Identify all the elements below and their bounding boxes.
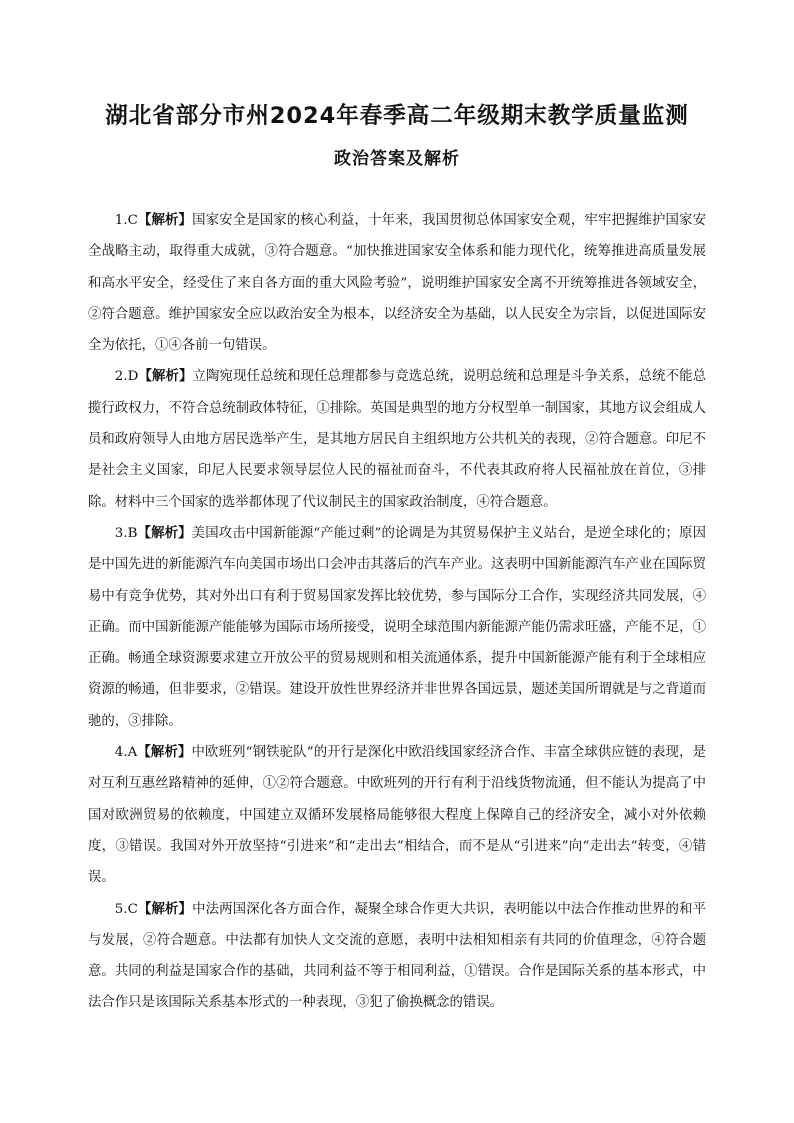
answer-item-3 [88, 518, 706, 737]
analysis-tag: 【解析】 [137, 213, 193, 228]
answer-number: 5.C [114, 901, 138, 917]
answer-number: 3.B [114, 525, 138, 541]
analysis-tag: 【解析】 [137, 745, 192, 761]
answer-item-4 [88, 737, 706, 893]
answer-text: 国家安全是国家的核心利益，十年来，我国贯彻总体国家安全观，牢牢把握维护国家安全战略主动，取得重大成就，③符合题意。“加快推进国家安全体系和能力现代化，统筹推进高质量发展和高水平安全，经受住了来自各方面的重大风险考验”，说明维护国家安全离不开统筹推进各领域安全，②符合题意。维护国家安全应以政治安全为根本，以经济安全为基础，以人民安全为宗旨，以促进国际安全为依托，①④各前一句错误。 [88, 213, 706, 354]
answer-text: 立陶宛现任总统和现任总理都参与竞选总统，说明总统和总理是斗争关系，总统不能总揽行政权力，不符合总统制政体特征，①排除。英国是典型的地方分权型单一制国家，其地方议会组成人员和政府领导人由地方居民选举产生，是其地方居民自主组织地方公共机关的表现，②符合题意。印尼不是社会主义国家，印尼人民要求领导层位人民的福祉而奋斗，不代表其政府将人民福祉放在首位，③排除。材料中三个国家的选举都体现了代议制民主的国家政治制度，④符合题意。 [88, 369, 707, 510]
answer-number: 4.A [114, 745, 138, 761]
answer-item-1 [88, 205, 706, 361]
page-subtitle: 政治答案及解析 [334, 149, 460, 169]
analysis-tag: 【解析】 [137, 901, 193, 917]
answer-list [88, 205, 706, 1019]
page-title: 湖北省部分市州2024年春季高二年级期末教学质量监测 [105, 103, 689, 129]
answer-number: 2.D [114, 369, 139, 385]
answer-text: 美国攻击中国新能源“产能过剩”的论调是为其贸易保护主义站台，是逆全球化的；原因是中国先进的新能源汽车向美国市场出口会冲击其落后的汽车产业。这表明中国新能源汽车产业在国际贸易中有竞争优势，其对外出口有利于贸易国家发挥比较优势，参与国际分工合作，实现经济共同发展，④正确。而中国新能源产能能够为国际市场所接受，说明全球范围内新能源产能仍需求旺盛，产能不足，①正确。畅通全球资源要求建立开放公平的贸易规则和相关流通体系，提升中国新能源产能有利于全球相应资源的畅通，但非要求，②错误。建设开放性世界经济并非世界各国远景，题述美国所谓就是与之背道而驰的，③排除。 [88, 525, 706, 729]
answer-number: 1.C [114, 213, 138, 228]
answer-text: 中法两国深化各方面合作，凝聚全球合作更大共识，表明能以中法合作推动世界的和平与发展，②符合题意。中法都有加快人文交流的意愿，表明中法相知相亲有共同的价值理念，④符合题意。共同的利益是国家合作的基础，共同利益不等于相同利益，①错误。合作是国际关系的基本形式，中法合作只是该国际关系基本形式的一种表现，③犯了偷换概念的错误。 [88, 901, 706, 1011]
analysis-tag: 【解析】 [138, 369, 193, 385]
answer-text: 中欧班列“钢铁驼队”的开行是深化中欧沿线国家经济合作、丰富全球供应链的表现，是对互利互惠丝路精神的延伸，①②符合题意。中欧班列的开行有利于沿线货物流通，但不能认为提高了中国对欧洲贸易的依赖度，中国建立双循环发展格局能够很大程度上保障自己的经济安全，减小对外依赖度，③错误。我国对外开放坚持“引进来”和“走出去”相结合，而不是从“引进来”向“走出去”转变，④错误。 [88, 745, 706, 886]
analysis-tag: 【解析】 [137, 525, 192, 541]
answer-item-2 [88, 361, 706, 517]
answer-item-5 [88, 894, 706, 1019]
